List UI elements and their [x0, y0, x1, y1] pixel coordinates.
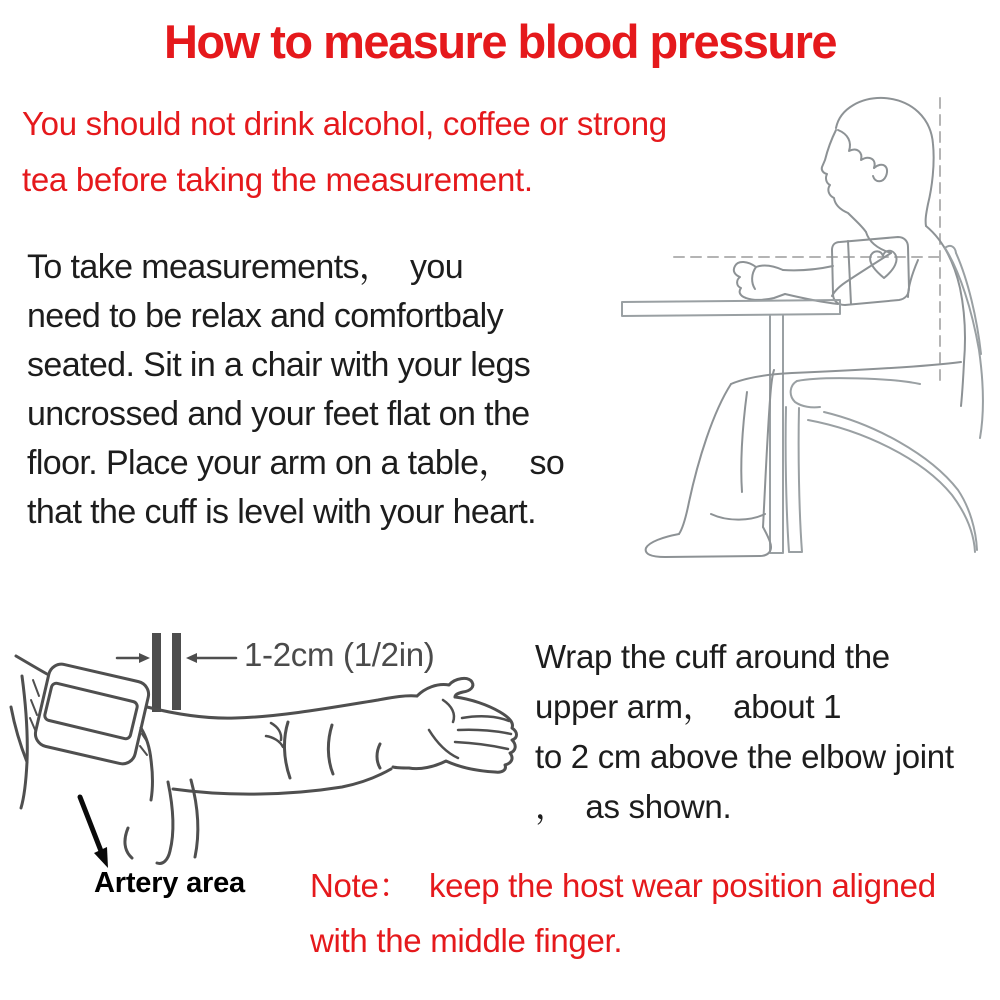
wrist-crease	[377, 744, 380, 768]
person-head	[822, 98, 934, 232]
instruction-line: To take measurements， you	[27, 248, 464, 286]
seated-person-svg	[612, 90, 1000, 595]
note-paragraph	[310, 858, 936, 968]
seated-person-illustration	[612, 90, 1000, 595]
wrap-line: ， as shown.	[535, 788, 732, 825]
artery-arrow-icon	[80, 797, 108, 868]
note-line: with the middle finger.	[310, 922, 623, 959]
wrap-instruction-paragraph	[535, 632, 954, 832]
chair	[786, 246, 983, 552]
cuff-strap-shading	[140, 728, 153, 800]
wrap-line: upper arm， about 1	[535, 688, 842, 725]
hand	[393, 678, 517, 772]
instruction-line: uncrossed and your feet flat on the	[27, 395, 530, 433]
cuff-gap-measurement-label: 1-2cm (1/2in)	[244, 636, 435, 673]
instruction-line: need to be relax and comfortbaly	[27, 297, 503, 335]
wrap-line: to 2 cm above the elbow joint	[535, 738, 954, 775]
person-legs	[646, 362, 961, 557]
note-line: Note： keep the host wear position aligned	[310, 867, 936, 904]
seating-instruction-paragraph	[27, 243, 564, 537]
instruction-line: seated. Sit in a chair with your legs	[27, 346, 531, 384]
gap-bars	[152, 633, 181, 712]
arrow-left-icon	[186, 653, 197, 663]
cuff	[832, 237, 909, 305]
artery-area-label: Artery area	[94, 867, 245, 899]
table	[622, 300, 840, 553]
instruction-line: floor. Place your arm on a table， so	[27, 444, 565, 482]
elbow-sketch	[125, 780, 198, 863]
warning-line: tea before taking the measurement.	[22, 161, 533, 198]
instruction-line: that the cuff is level with your heart.	[27, 493, 536, 531]
wrist-band	[266, 722, 333, 778]
cuff-device	[33, 662, 151, 767]
warning-line: You should not drink alcohol, coffee or strong	[22, 105, 667, 142]
shoulder-sketch	[11, 656, 47, 808]
posture-guide-lines	[674, 98, 945, 385]
arrow-right-icon	[139, 653, 150, 663]
person-forearm-hand	[734, 262, 838, 304]
page-title: How to measure blood pressure	[163, 15, 837, 68]
alcohol-warning-paragraph	[22, 96, 667, 208]
wrap-line: Wrap the cuff around the	[535, 638, 890, 675]
